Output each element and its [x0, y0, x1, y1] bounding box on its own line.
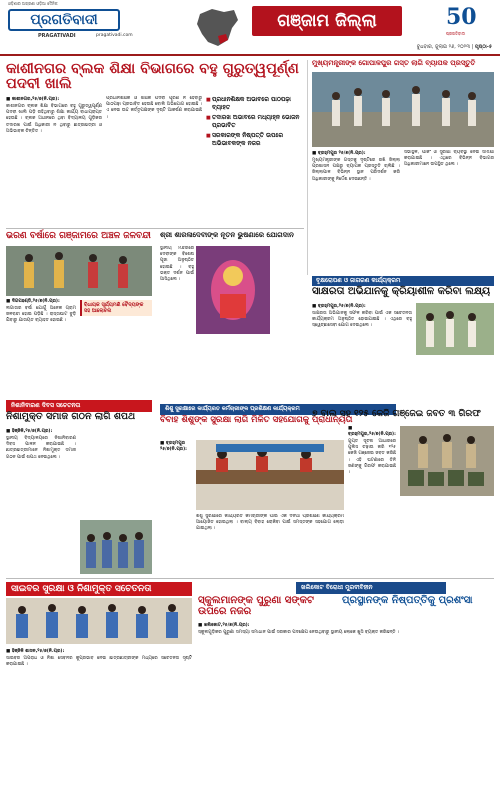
photo-anti-drug [80, 520, 152, 574]
dateline: ■ କାଶୀନଗର,୨୫/୭(ନି.ପ୍ର): [6, 97, 60, 102]
tag-plantation: ବୃକ୍ଷରୋପଣ ଓ ଜାଗରଣ କାର୍ଯ୍ୟକ୍ରମ [312, 276, 494, 286]
story-education-col2 [106, 96, 202, 226]
photo-temple [196, 246, 270, 334]
headline-ganja-seizure[interactable]: ୭ ବାଲ ସହ ୧୨୫ କେଜି ଗଞ୍ଜେଇ ଜବତ ୩ ଗିରଫ [312, 409, 481, 419]
story-child-protection-body [196, 514, 344, 574]
bullet-item: ■ ସରକାରଙ୍କ ନିଷ୍ପତ୍ତି ଉପରେ ଅଭିଭାବକଙ୍କ ନଜର [206, 132, 304, 148]
dateline: ■ ବ୍ରହ୍ମପୁର ୨୫/୭(ନି.ପ୍ର): [160, 441, 187, 452]
body-text: ସ୍କୁଲଗୁଡ଼ିକର ପୁରୁଣା ସମସ୍ୟା ସମାଧାନ ପାଇଁ ସରକାର ପଦକ୍ଷେପ ନେଉଥିବାରୁ ସ୍ଥାନୀୟ ଲୋକେ ଖୁସି ବ୍ୟକ୍ତ କରିଛନ୍ତି । [198, 630, 399, 635]
anniversary-logo [446, 4, 492, 36]
story-education-col1 [6, 96, 102, 226]
body-text: ସାକ୍ଷରତା ଅଭିଯାନକୁ ସଫଳ କରିବା ପାଇଁ ଏକ ସଚେତନତା କାର୍ଯ୍ୟକ୍ରମ ଅନୁଷ୍ଠିତ ହୋଇଯାଇଛି । ଏଥିରେ ବହୁ ସ୍ୱେଚ୍ଛାସେବୀ ଯୋଗ ଦେଇଥିଲେ । [312, 311, 412, 329]
bullet-item: ■ ତଦାରଖ ଅଭାବରେ ମଧ୍ୟାହ୍ନ ଭୋଜନ ପ୍ରଭାବିତ [206, 114, 304, 130]
dateline: ■ ହିଞ୍ଜିଳି,୨୫/୭(ନି.ପ୍ର): [6, 429, 53, 434]
headline-cm-visit[interactable]: ମୁଖ୍ୟମନ୍ତ୍ରୀଙ୍କ ଗୋପାଳପୁର ଗସ୍ତ ଲାଗି ବ୍ୟାପକ ପ୍ରସ୍ତୁତି [312, 59, 476, 67]
dateline: ■ ବ୍ରହ୍ମପୁର,୨୫/୭(ନି.ପ୍ର): [312, 304, 366, 309]
body-text: କାଶୀନଗର ବ୍ଲକ ଶିକ୍ଷା ବିଭାଗରେ ବହୁ ଗୁରୁତ୍ୱପୂର୍ଣ୍ଣ ପଦବୀ ଖାଲି ପଡ଼ି ରହିଥିବାରୁ ଶିକ୍ଷା କାର୍ଯ୍ୟ ବାଧାପ୍ରାପ୍ତ ହେଉଛି । ବ୍ଲକ ଅଧୀନରେ ଥିବା ବିଦ୍ୟାଳୟ ଗୁଡ଼ିକର ତଦାରଖ ପାଇଁ ଅଧିକାରୀ ନ ଥିବାରୁ ଛାତ୍ରଛାତ୍ରୀ ଓ ଅଭିଭାବକ ଚିନ୍ତିତ । [6, 104, 102, 134]
body-text: ସ୍ଥାନୀୟ ବିଦ୍ୟାଳୟରେ ନିଶାନିବାରଣ ଦିବସ ପାଳନ କରାଯାଇଛି । ଛାତ୍ରଛାତ୍ରୀମାନେ ନିଶାମୁକ୍ତ ସମାଜ ଗଠନ ପାଇଁ ଶପଥ ନେଇଥିଲେ । [6, 436, 76, 460]
brand-latin: PRAGATIVADI [38, 33, 76, 39]
photo-cyber-safety [6, 598, 192, 644]
story-anti-drug-text [6, 428, 76, 573]
issue-dateline: ବୁଧବାର, ଜୁଲାଇ ୨୬, ୨୦୨୩ | ପୃଷ୍ଠା-୫ [416, 44, 492, 50]
masthead [0, 0, 500, 56]
story-child-protection-text [160, 440, 194, 574]
photo-cm-visit [312, 72, 494, 147]
dateline: ■ ବ୍ରହ୍ମପୁର ୨୫/୭(ନି.ପ୍ର): [312, 151, 366, 156]
tagline: ଓଡ଼ିଶାର ଅଗ୍ରଣୀ ଓଡ଼ିଆ ଦୈନିକ [8, 1, 58, 6]
body-text: ପ୍ରଧାନଶିକ୍ଷକ ଓ ଶିକ୍ଷକ ପଦବୀ ପୂରଣ ନ ହେବାରୁ ପାଠପଢ଼ା ପ୍ରଭାବିତ ହେଉଛି ବୋଲି ଅଭିଯୋଗ ହୋଇଛି । ଏ ନେଇ ଉଚ୍ଚ କର୍ତ୍ତୃପକ୍ଷଙ୍କ ଦୃଷ୍ଟି ଆକର୍ଷଣ କରାଯାଇଛି । [106, 96, 202, 120]
dateline: ■ ହିଞ୍ଜିଳି ଶାସନ,୨୫/୭(ନି.ପ୍ର): [6, 649, 65, 654]
body-text: ମୁଖ୍ୟମନ୍ତ୍ରୀଙ୍କ ଗସ୍ତକୁ ଦୃଷ୍ଟିରେ ରଖି ଜିଲ୍ଲା ପ୍ରଶାସନ ପକ୍ଷରୁ ବ୍ୟାପକ ପ୍ରସ୍ତୁତି ଚାଲିଛି । ଜିଲ୍ଲାପାଳ ବିଭିନ୍ନ ସ୍ଥାନ ପରିଦର୍ଶନ କରି ଅଧିକାରୀଙ୍କୁ ନିର୍ଦ୍ଦେଶ ଦେଇଛନ୍ତି । [312, 158, 400, 182]
kicker-khallikote: ଖଲିକୋଟ ବିରୋଧୀ ମୁରବୀବିହୀନ [296, 582, 446, 594]
callout-mla: ବିଧାୟକ ସୂର୍ଯ୍ୟମଣି ବୈଦ୍ୟଙ୍କ ସହ ଆଲୋଚନା [80, 300, 152, 316]
photo-ganja-seizure [400, 426, 494, 496]
story-rain-text [6, 298, 76, 398]
body-text: ସ୍ଥାନୀୟ ମନ୍ଦିରରେ ଦେବୀଙ୍କ ବିଶେଷ ପୂଜା ଅନୁଷ୍ଠିତ ହୋଇଛି । ବହୁ ଭକ୍ତ ଦର୍ଶନ ପାଇଁ ଆସିଥିଲେ । [160, 246, 194, 283]
body-text: ଗୁପ୍ତ ସୂଚନା ଆଧାରରେ ପୁଲିସ ଚଢ଼ାଉ କରି ୧୨୫ କେଜି ଗଞ୍ଜେଇ ଜବତ କରିଛି । ଏହି ଘଟଣାରେ ତିନି ଜଣଙ୍କୁ ଗିରଫ କରାଯାଇଛି । [348, 439, 396, 476]
kicker-child-protection: ଶିଶୁ ସୁରକ୍ଷାରେ କାର୍ଯ୍ୟରତ କର୍ମଚାରୀଙ୍କ ପ୍ରଶିକ୍ଷଣ କାର୍ଯ୍ୟକ୍ରମ [160, 404, 396, 415]
story-khallikote-text [198, 622, 494, 782]
body-text: ଲଗାତାର ବର୍ଷା ଯୋଗୁଁ ଅନେକ ଗ୍ରାମ ଜଳବନ୍ଦୀ ହୋଇ ପଡ଼ିଛି । ରାସ୍ତାଘାଟ ବୁଡ଼ି ଯିବାରୁ ଯାତାୟତ ବ୍ୟାହତ ହୋଇଛି । [6, 306, 76, 324]
issue-date: ବୁଧବାର, ଜୁଲାଇ ୨୬, ୨୦୨୩ [416, 44, 471, 50]
anniversary-sub: ପ୍ରଗତିବାଦୀ [446, 31, 466, 36]
story-cm-visit-text [312, 150, 400, 272]
photo-literacy [416, 303, 494, 355]
dateline: ■ ଖଲିକୋଟ,୨୫/୭(ନି.ପ୍ର): [198, 623, 250, 628]
photo-training [196, 440, 344, 510]
page-number: ପୃଷ୍ଠା-୫ [474, 44, 492, 50]
website[interactable]: pragativadi.com [96, 33, 133, 38]
story-ganja-text [348, 426, 396, 574]
edition-title: ଗଞ୍ଜାମ ଜିଲ୍ଲା [252, 6, 402, 36]
headline-temple[interactable]: ଶ୍ରୀ ଶାରଳାଦେବୀଙ୍କ ନୂତନ ଭୁଷଣାରେ ଯୋଗଦାନ [160, 231, 294, 239]
band-anti-drug: ନିଶାନିବାରଣ ଦିବସ ସଚେତନତା [6, 400, 152, 412]
story-literacy-text [312, 303, 412, 403]
story-temple-text [160, 246, 194, 334]
headline-education[interactable]: କାଶୀନଗର ବ୍ଲକ ଶିକ୍ଷା ବିଭାଗରେ ବହୁ ଗୁରୁତ୍ୱପୂର୍ଣ୍ଣ ପଦବୀ ଖାଲି [6, 61, 299, 93]
headline-khallikote-b[interactable]: ପ୍ରସ୍ଥାନଙ୍କ ନିଷ୍ପତ୍ତିକୁ ପ୍ରଶଂସା [342, 595, 473, 606]
brand-logo[interactable]: ପ୍ରଗତିବାଦୀ [8, 9, 120, 31]
anniversary-number: 50 [446, 4, 477, 30]
headline-child-protection[interactable]: ବିବାହ ଶିଶୁଙ୍କ ସୁରକ୍ଷା ଲାଗି ମିଳିତ ସହଯୋଗକୁ ପ୍ରାଧାନ୍ୟତା [160, 415, 353, 425]
story-education-bullets [206, 96, 304, 226]
body-text: ଶିଶୁ ସୁରକ୍ଷାରେ କାର୍ଯ୍ୟରତ କର୍ମଚାରୀଙ୍କ ପାଇଁ ଏକ ଦିନିଆ ପ୍ରଶିକ୍ଷଣ କାର୍ଯ୍ୟକ୍ରମ ଆୟୋଜିତ ହୋଇଥିଲା । ବାଲ୍ୟ ବିବାହ ରୋକିବା ପାଇଁ ସମସ୍ତଙ୍କ ସହଯୋଗ ଲୋଡ଼ା ଯାଇଥିଲା । [196, 514, 344, 532]
odisha-map-icon [194, 6, 240, 48]
dateline: ■ ବ୍ରହ୍ମପୁର,୨୫/୭(ନି.ପ୍ର): [348, 426, 396, 437]
band-cyber-safety[interactable]: ସାଇବର ସୁରକ୍ଷା ଓ ନିଶାମୁକ୍ତ ସଚେତନତା [6, 582, 192, 596]
bullet-item: ■ ପ୍ରଧାନଶିକ୍ଷକ ଅଭାବରେ ପାଠପଢ଼ା ବ୍ୟାହତ [206, 96, 304, 112]
body-text: ସାଇବର ଅପରାଧ ଓ ନିଶା ସେବନର କୁପ୍ରଭାବ ନେଇ ଛାତ୍ରଛାତ୍ରୀଙ୍କ ମଧ୍ୟରେ ସଚେତନତା ସୃଷ୍ଟି କରାଯାଇଛି । [6, 656, 192, 668]
story-cyber-text [6, 648, 192, 782]
headline-rain[interactable]: ଭରଣ ବର୍ଷାରେ ଗଞ୍ଜାମରେ ଅଞ୍ଚଳ ଜଳବନ୍ଦୀ [6, 231, 151, 241]
headline-literacy[interactable]: ସାକ୍ଷରତା ଅଭିଯାନକୁ କ୍ରିୟାଶୀଳ କରିବା ଲକ୍ଷ୍ୟ [312, 286, 491, 297]
story-cm-visit-text2 [404, 150, 494, 272]
dateline: ■ ଦିଗପହଣ୍ଡି,୨୫/୭(ନି.ପ୍ର): [6, 299, 60, 304]
headline-anti-drug[interactable]: ନିଶାମୁକ୍ତ ସମାଜ ଗଠନ ଲାଗି ଶପଥ [6, 411, 136, 422]
headline-khallikote-a[interactable]: ସ୍କୁଲମାନଙ୍କ ପୁରୁଣା ସଙ୍କଟ ଉପରେ ନଜର [198, 595, 314, 617]
body-text: ସଭାସ୍ଥଳ, ପାର୍କିଂ ଓ ସୁରକ୍ଷା ବ୍ୟବସ୍ଥା ନେଇ ସମୀକ୍ଷା କରାଯାଇଛି । ଏଥିରେ ବିଭିନ୍ନ ବିଭାଗର ଅଧିକାରୀମାନେ ଉପସ୍ଥିତ ଥିଲେ । [404, 150, 494, 168]
photo-rain [6, 246, 152, 296]
